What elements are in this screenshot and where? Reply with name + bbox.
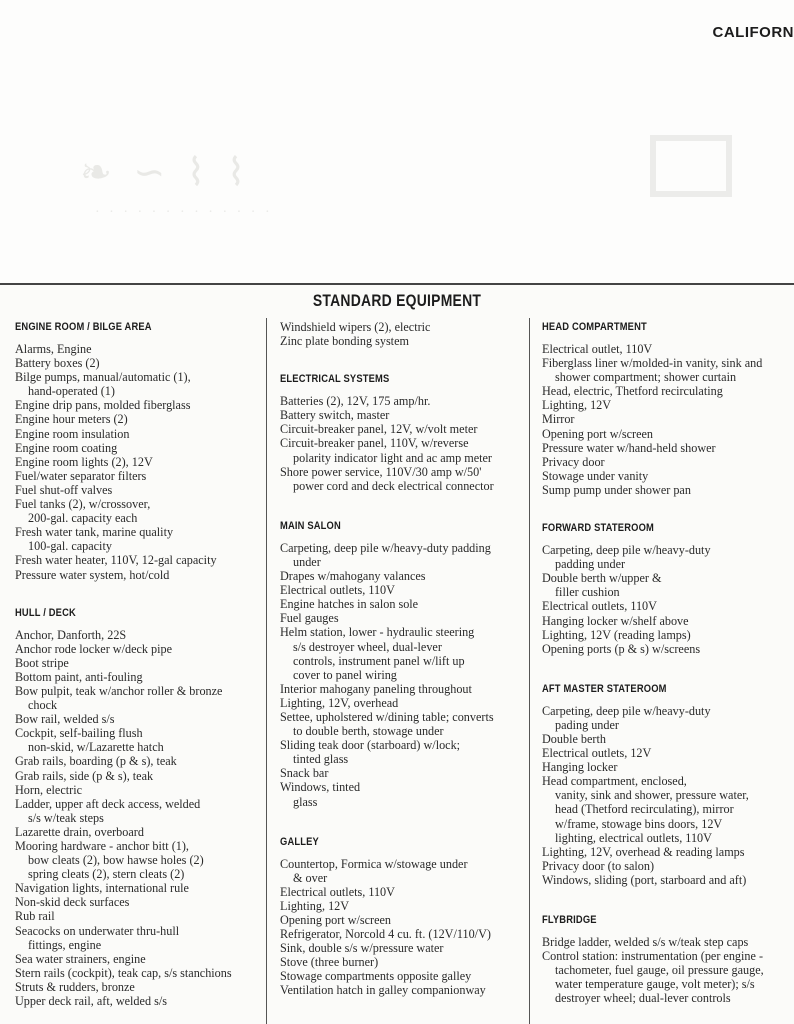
- equipment-item-text: Cockpit, self-bailing flush: [15, 726, 143, 741]
- equipment-item: [280, 857, 526, 885]
- equipment-item-continuation: hand-operated (1): [28, 384, 115, 399]
- equipment-item-continuation: shower compartment; shower curtain: [555, 370, 737, 385]
- equipment-item-text: Bow rail, welded s/s: [15, 712, 115, 727]
- equipment-item: [15, 412, 265, 426]
- equipment-item-text: Non-skid deck surfaces: [15, 895, 130, 910]
- equipment-item-text: Anchor, Danforth, 22S: [15, 627, 127, 642]
- group-heading: ENGINE ROOM / BILGE AREA: [15, 321, 152, 333]
- equipment-item-text: Electrical outlet, 110V: [542, 342, 653, 356]
- equipment-item: [280, 969, 526, 983]
- equipment-item: [280, 927, 526, 941]
- equipment-item-text: Bow pulpit, teak w/anchor roller & bronze: [15, 683, 223, 698]
- equipment-item-continuation: glass: [293, 794, 318, 809]
- equipment-item-text: Electrical outlets, 110V: [542, 599, 657, 614]
- equipment-item-text: Refrigerator, Norcold 4 cu. ft. (12V/110/V): [280, 927, 491, 942]
- equipment-item-text: Bilge pumps, manual/automatic (1),: [15, 370, 191, 385]
- equipment-item-text: Pressure water system, hot/cold: [15, 567, 170, 582]
- equipment-item-continuation: lighting, electrical outlets, 110V: [555, 830, 712, 845]
- equipment-item-text: Snack bar: [280, 766, 329, 781]
- equipment-item: [542, 599, 792, 613]
- equipment-item: [15, 356, 265, 370]
- equipment-item: [15, 895, 265, 909]
- equipment-item: [15, 525, 265, 553]
- equipment-item: [15, 881, 265, 895]
- equipment-item: [542, 342, 792, 356]
- equipment-item-text: Struts & rudders, bronze: [15, 979, 135, 994]
- equipment-item: [280, 710, 526, 738]
- equipment-item-continuation: & over: [293, 870, 328, 885]
- equipment-item-text: Fiberglass liner w/molded-in vanity, sink and: [542, 356, 763, 371]
- equipment-item: [15, 825, 265, 839]
- equipment-item: [280, 941, 526, 955]
- equipment-item-text: Electrical outlets, 12V: [542, 746, 652, 761]
- equipment-item: [280, 408, 526, 422]
- equipment-item: [542, 873, 792, 887]
- equipment-item: [15, 398, 265, 412]
- equipment-item: [542, 746, 792, 760]
- equipment-item-text: Stove (three burner): [280, 955, 379, 970]
- equipment-item: [280, 583, 526, 597]
- equipment-item-text: Countertop, Formica w/stowage under: [280, 856, 468, 871]
- equipment-item-text: Hanging locker: [542, 760, 618, 775]
- equipment-item: [542, 760, 792, 774]
- equipment-item-text: Opening ports (p & s) w/screens: [542, 641, 701, 656]
- equipment-group: [15, 320, 265, 582]
- equipment-item: [280, 394, 526, 408]
- equipment-item: [15, 656, 265, 670]
- equipment-item-text: Bottom paint, anti-fouling: [15, 669, 143, 684]
- equipment-item: [280, 422, 526, 436]
- equipment-item: [280, 682, 526, 696]
- equipment-item: [542, 469, 792, 483]
- equipment-item-continuation: filler cushion: [555, 585, 620, 600]
- equipment-item-continuation: head (Thetford recirculating), mirror: [555, 802, 734, 817]
- equipment-item: [280, 766, 526, 780]
- equipment-item-text: Circuit-breaker panel, 110V, w/reverse: [280, 436, 469, 451]
- equipment-item: [542, 628, 792, 642]
- equipment-item-text: Fuel gauges: [280, 611, 339, 626]
- equipment-item: [15, 684, 265, 712]
- equipment-item: [542, 845, 792, 859]
- equipment-item: [542, 455, 792, 469]
- equipment-item-text: Battery switch, master: [280, 408, 390, 423]
- header-rule: [0, 283, 794, 285]
- group-heading: AFT MASTER STATEROOM: [542, 682, 667, 695]
- equipment-item-text: Circuit-breaker panel, 12V, w/volt meter: [280, 422, 478, 437]
- equipment-item: [280, 780, 526, 808]
- column-divider: [266, 318, 267, 1024]
- equipment-item: [15, 966, 265, 980]
- equipment-item: [280, 738, 526, 766]
- equipment-item: [15, 924, 265, 952]
- equipment-item-continuation: spring cleats (2), stern cleats (2): [28, 867, 185, 882]
- equipment-item: [280, 955, 526, 969]
- equipment-item: [15, 370, 265, 398]
- equipment-item-continuation: destroyer wheel; dual-lever controls: [555, 991, 731, 1006]
- group-heading: FLYBRIDGE: [542, 914, 597, 926]
- equipment-item-continuation: padding under: [555, 557, 626, 572]
- equipment-item-text: Mooring hardware - anchor bitt (1),: [15, 839, 189, 853]
- equipment-item: [15, 769, 265, 783]
- equipment-item-text: Stowage compartments opposite galley: [280, 969, 472, 984]
- equipment-item-text: Sea water strainers, engine: [15, 951, 146, 966]
- equipment-item-text: Zinc plate bonding system: [280, 334, 409, 349]
- equipment-item-text: Grab rails, side (p & s), teak: [15, 768, 154, 783]
- equipment-item-text: Fuel shut-off valves: [15, 482, 113, 497]
- equipment-item: [15, 980, 265, 994]
- equipment-item-text: Boot stripe: [15, 655, 69, 670]
- equipment-item: [280, 913, 526, 927]
- equipment-item-continuation: s/s destroyer wheel, dual-lever: [293, 639, 442, 654]
- equipment-item-text: Batteries (2), 12V, 175 amp/hr.: [280, 394, 431, 409]
- group-heading: HULL / DECK: [15, 606, 76, 619]
- equipment-item: [15, 797, 265, 825]
- equipment-item-continuation: 200-gal. capacity each: [28, 511, 138, 526]
- equipment-item-text: Carpeting, deep pile w/heavy-duty: [542, 543, 711, 558]
- equipment-item-continuation: controls, instrument panel w/lift up: [293, 653, 465, 668]
- equipment-item-text: Navigation lights, international rule: [15, 881, 189, 896]
- group-heading: FORWARD STATEROOM: [542, 522, 654, 535]
- equipment-item-text: Anchor rode locker w/deck pipe: [15, 641, 173, 656]
- equipment-item-text: Windows, tinted: [280, 780, 361, 795]
- equipment-item: [280, 696, 526, 710]
- equipment-item: [15, 839, 265, 881]
- equipment-item: [15, 952, 265, 966]
- faded-emblem: [650, 135, 732, 197]
- equipment-item-text: Engine hatches in salon sole: [280, 597, 419, 612]
- equipment-item: [280, 899, 526, 913]
- equipment-item: [15, 497, 265, 525]
- equipment-item-text: Ventilation hatch in galley companionway: [280, 983, 486, 998]
- equipment-item: [15, 469, 265, 483]
- equipment-item-text: Stern rails (cockpit), teak cap, s/s stanchions: [15, 965, 232, 980]
- equipment-item-text: Windshield wipers (2), electric: [280, 320, 431, 334]
- equipment-item-text: Electrical outlets, 110V: [280, 583, 395, 598]
- equipment-item-text: Engine room coating: [15, 440, 118, 455]
- equipment-item-text: Control station: instrumentation (per engine -: [542, 949, 764, 964]
- equipment-item-text: Carpeting, deep pile w/heavy-duty: [542, 703, 711, 718]
- equipment-item-text: Upper deck rail, aft, welded s/s: [15, 994, 167, 1009]
- equipment-item: [542, 441, 792, 455]
- equipment-item-continuation: 100-gal. capacity: [28, 539, 112, 554]
- equipment-item-text: Privacy door (to salon): [542, 858, 655, 873]
- equipment-column-2: [280, 320, 526, 998]
- equipment-item: [15, 628, 265, 642]
- equipment-item: [15, 455, 265, 469]
- equipment-item: [542, 483, 792, 497]
- equipment-item-text: Sump pump under shower pan: [542, 482, 691, 497]
- equipment-item-continuation: pading under: [555, 717, 619, 732]
- equipment-item: [542, 571, 792, 599]
- equipment-item-text: Fresh water tank, marine quality: [15, 525, 174, 540]
- equipment-item-continuation: vanity, sink and shower, pressure water,: [555, 788, 749, 803]
- equipment-item-text: Alarms, Engine: [15, 342, 92, 356]
- section-title: STANDARD EQUIPMENT: [312, 291, 482, 310]
- equipment-item-text: Sink, double s/s w/pressure water: [280, 941, 444, 956]
- equipment-item: [280, 625, 526, 681]
- equipment-item: [15, 670, 265, 684]
- equipment-group: [280, 372, 526, 493]
- equipment-item-text: Bridge ladder, welded s/s w/teak step caps: [542, 935, 749, 949]
- equipment-item-continuation: cover to panel wiring: [293, 667, 397, 682]
- equipment-item: [280, 334, 526, 348]
- equipment-item: [15, 994, 265, 1008]
- equipment-item: [280, 320, 526, 334]
- equipment-group: [280, 835, 526, 998]
- equipment-item-text: Fresh water heater, 110V, 12-gal capacity: [15, 553, 217, 568]
- equipment-item: [280, 611, 526, 625]
- equipment-item-continuation: polarity indicator light and ac amp meter: [293, 450, 492, 465]
- equipment-item-text: Head, electric, Thetford recirculating: [542, 384, 723, 399]
- equipment-item-text: Engine drip pans, molded fiberglass: [15, 398, 191, 413]
- equipment-item-text: Double berth w/upper &: [542, 571, 662, 586]
- equipment-item: [15, 568, 265, 582]
- equipment-item-continuation: under: [293, 554, 321, 569]
- equipment-item: [542, 427, 792, 441]
- equipment-item-continuation: to double berth, stowage under: [293, 724, 444, 739]
- equipment-item-continuation: w/frame, stowage bins doors, 12V: [555, 816, 723, 831]
- equipment-item-text: Sliding teak door (starboard) w/lock;: [280, 738, 461, 753]
- equipment-item: [15, 783, 265, 797]
- equipment-item-text: Carpeting, deep pile w/heavy-duty padding: [280, 540, 491, 555]
- equipment-item-continuation: non-skid, w/Lazarette hatch: [28, 740, 164, 755]
- equipment-item: [542, 543, 792, 571]
- equipment-item: [15, 754, 265, 768]
- equipment-item: [15, 427, 265, 441]
- equipment-item-text: Shore power service, 110V/30 amp w/50': [280, 464, 482, 479]
- equipment-item: [542, 412, 792, 426]
- equipment-item: [15, 483, 265, 497]
- page-top-area: [0, 0, 794, 283]
- equipment-item-text: Electrical outlets, 110V: [280, 884, 395, 899]
- equipment-item: [542, 774, 792, 844]
- equipment-item-text: Horn, electric: [15, 782, 82, 797]
- equipment-item: [280, 569, 526, 583]
- faded-subtitle-mark: · · · · · · · · · · · · ·: [95, 205, 273, 220]
- equipment-item: [542, 614, 792, 628]
- equipment-item-text: Ladder, upper aft deck access, welded: [15, 796, 201, 811]
- equipment-column-1: [15, 320, 265, 1008]
- equipment-item-text: Settee, upholstered w/dining table; converts: [280, 709, 494, 724]
- equipment-item-text: Engine room insulation: [15, 426, 130, 441]
- equipment-item-text: Pressure water w/hand-held shower: [542, 440, 716, 455]
- equipment-item-text: Engine room lights (2), 12V: [15, 454, 153, 469]
- equipment-item-text: Lighting, 12V: [542, 398, 612, 413]
- group-heading: HEAD COMPARTMENT: [542, 321, 647, 333]
- equipment-item: [542, 732, 792, 746]
- equipment-item-text: Fuel/water separator filters: [15, 468, 147, 483]
- group-heading: MAIN SALON: [280, 519, 341, 532]
- equipment-item-continuation: water temperature gauge, volt meter); s/s: [555, 977, 755, 992]
- equipment-item-text: Lighting, 12V, overhead & reading lamps: [542, 844, 745, 859]
- equipment-item-text: Mirror: [542, 412, 575, 427]
- equipment-item: [280, 597, 526, 611]
- equipment-item: [542, 859, 792, 873]
- equipment-item: [280, 465, 526, 493]
- equipment-item-text: Helm station, lower - hydraulic steering: [280, 625, 475, 640]
- equipment-item-text: Lighting, 12V, overhead: [280, 695, 399, 710]
- equipment-item-text: Fuel tanks (2), w/crossover,: [15, 497, 151, 512]
- equipment-group: [15, 606, 265, 1009]
- equipment-item-text: Grab rails, boarding (p & s), teak: [15, 754, 177, 769]
- equipment-item: [280, 983, 526, 997]
- equipment-item: [15, 553, 265, 567]
- equipment-item-continuation: chock: [28, 698, 58, 713]
- equipment-item-text: Interior mahogany paneling throughout: [280, 681, 472, 696]
- group-heading: ELECTRICAL SYSTEMS: [280, 373, 390, 386]
- equipment-item: [542, 356, 792, 384]
- equipment-group: [542, 521, 792, 656]
- equipment-item-text: Privacy door: [542, 454, 605, 469]
- equipment-item-text: Lighting, 12V (reading lamps): [542, 627, 691, 642]
- equipment-item-text: Opening port w/screen: [542, 426, 654, 441]
- equipment-group: [542, 913, 792, 1005]
- equipment-item: [15, 441, 265, 455]
- equipment-group: [542, 320, 792, 497]
- equipment-item: [15, 342, 265, 356]
- equipment-item-continuation: tachometer, fuel gauge, oil pressure gauge,: [555, 963, 764, 978]
- equipment-group: [280, 320, 526, 348]
- equipment-item: [542, 642, 792, 656]
- equipment-item: [280, 541, 526, 569]
- faded-logo-mark: ❧ ∽ ⌇ ⌇: [80, 152, 252, 194]
- equipment-item: [280, 436, 526, 464]
- equipment-item: [280, 885, 526, 899]
- equipment-item-text: Opening port w/screen: [280, 913, 392, 927]
- equipment-item: [15, 909, 265, 923]
- equipment-item-text: Hanging locker w/shelf above: [542, 613, 689, 628]
- column-divider: [529, 318, 530, 1024]
- equipment-item-text: Engine hour meters (2): [15, 412, 128, 427]
- equipment-item-continuation: fittings, engine: [28, 937, 102, 952]
- equipment-item-text: Seacocks on underwater thru-hull: [15, 923, 180, 938]
- equipment-column-3: [542, 320, 792, 1005]
- equipment-item: [542, 935, 792, 949]
- group-heading: GALLEY: [280, 835, 319, 848]
- equipment-item: [542, 384, 792, 398]
- equipment-item-text: Drapes w/mahogany valances: [280, 569, 426, 584]
- equipment-group: [542, 682, 792, 887]
- equipment-item-continuation: bow cleats (2), bow hawse holes (2): [28, 853, 204, 868]
- equipment-item-text: Windows, sliding (port, starboard and aft): [542, 872, 747, 887]
- equipment-item-text: Rub rail: [15, 909, 55, 924]
- equipment-item: [542, 704, 792, 732]
- equipment-item-continuation: tinted glass: [293, 752, 349, 767]
- equipment-item-continuation: s/s w/teak steps: [28, 810, 104, 825]
- equipment-item-text: Double berth: [542, 731, 606, 746]
- equipment-item: [542, 949, 792, 1005]
- equipment-item: [15, 712, 265, 726]
- equipment-item-text: Head compartment, enclosed,: [542, 774, 687, 789]
- equipment-item: [15, 642, 265, 656]
- equipment-item-text: Stowage under vanity: [542, 468, 649, 483]
- equipment-item-continuation: power cord and deck electrical connector: [293, 478, 494, 493]
- equipment-item-text: Lazarette drain, overboard: [15, 824, 144, 839]
- equipment-item-text: Lighting, 12V: [280, 898, 350, 913]
- equipment-group: [280, 519, 526, 809]
- equipment-item: [542, 398, 792, 412]
- equipment-item: [15, 726, 265, 754]
- brand-header: CALIFORN: [712, 24, 794, 41]
- equipment-item-text: Battery boxes (2): [15, 356, 100, 371]
